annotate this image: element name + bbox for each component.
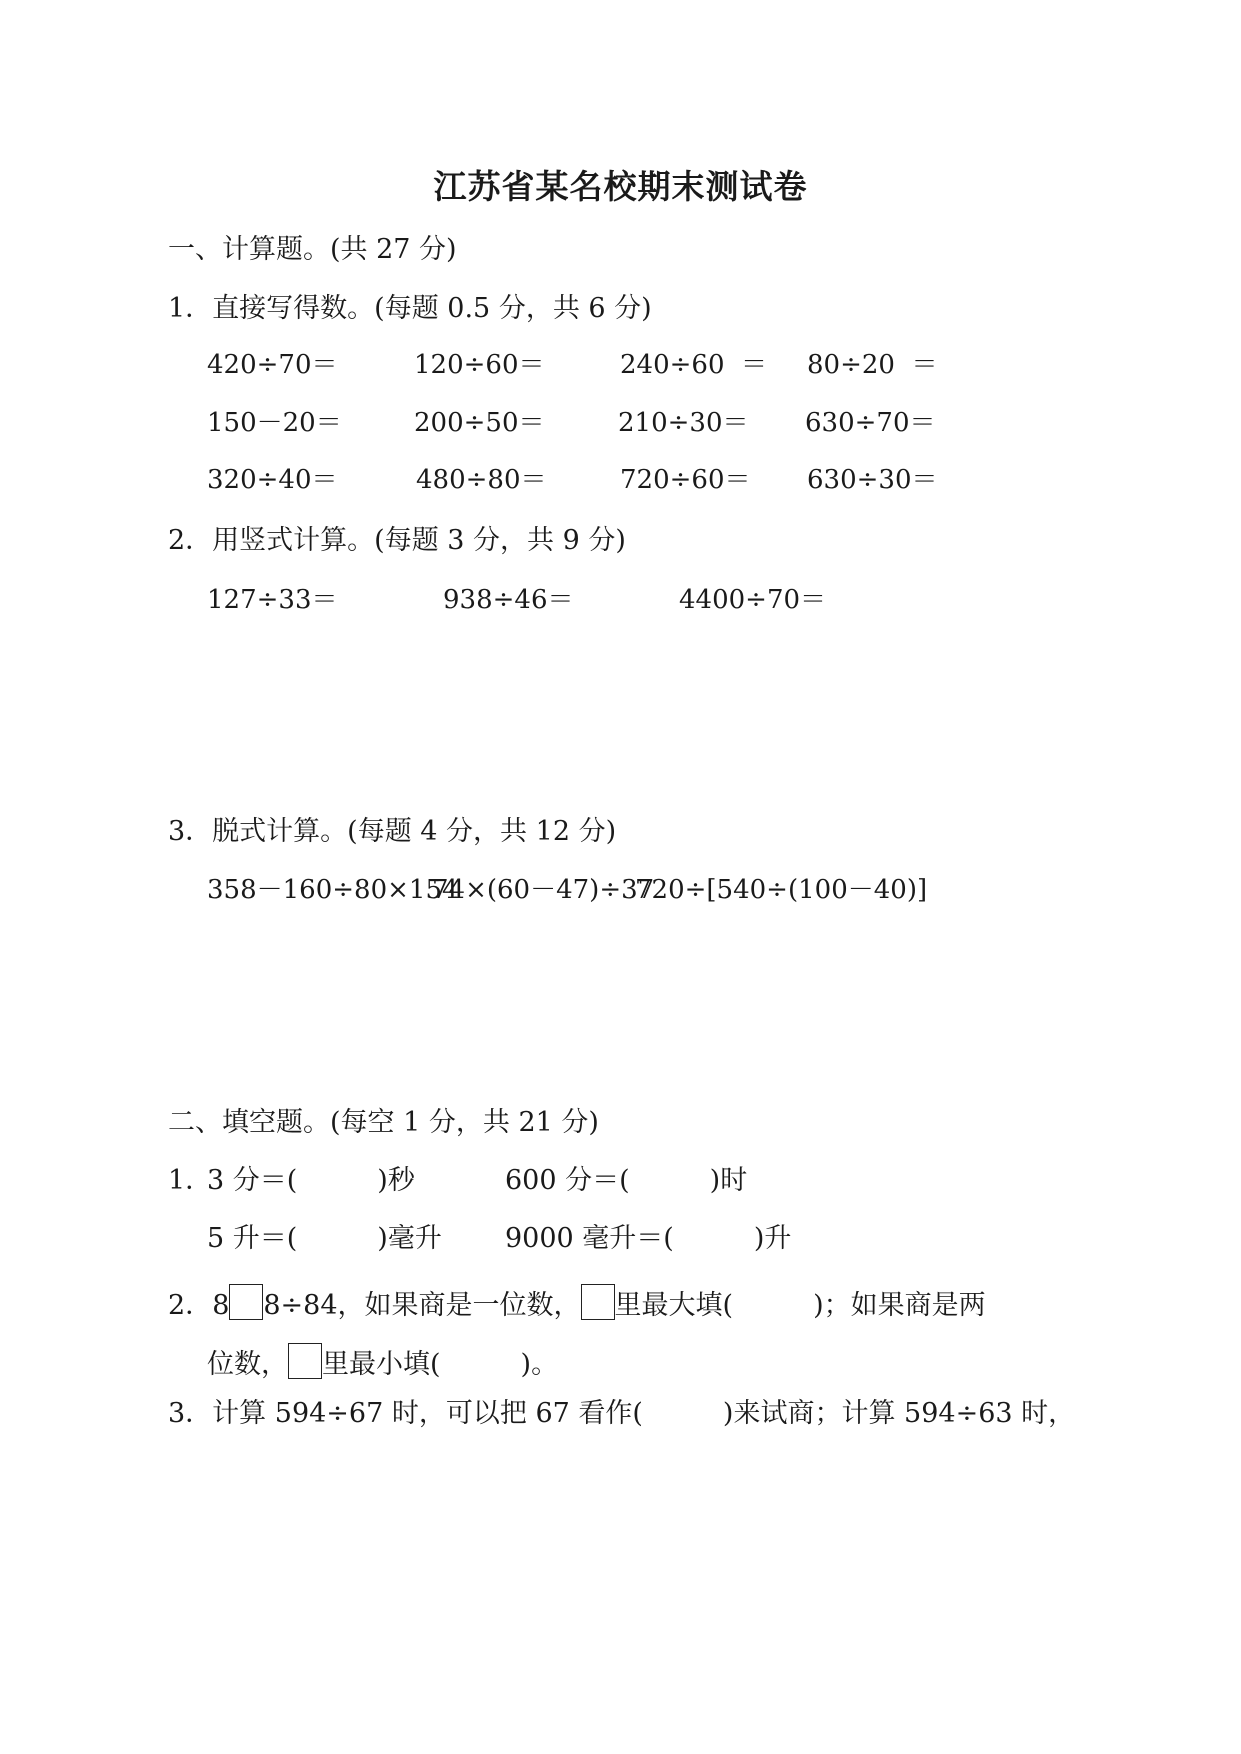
calc-item: 120÷60＝ [414, 350, 545, 380]
vertical-calc-item: 938÷46＝ [443, 585, 574, 615]
fill-item: 5 升＝( )毫升 [207, 1223, 442, 1254]
fill-item: 9000 毫升＝( )升 [505, 1223, 792, 1254]
stepwise-calc-item: 720÷[540÷(100－40)] [635, 875, 928, 905]
stepwise-calc-item: 358－160÷80×154 [207, 875, 459, 905]
q2-heading: 2．用竖式计算。(每题 3 分，共 9 分) [168, 525, 626, 556]
calc-item: 240÷60 ＝ [620, 350, 768, 380]
calc-item: 80÷20 ＝ [807, 350, 938, 380]
q3-heading: 3．脱式计算。(每题 4 分，共 12 分) [168, 816, 617, 847]
section-2-heading: 二、填空题。(每空 1 分，共 21 分) [168, 1107, 599, 1138]
fill-q2-line-2: 位数， 里最小填( )。 [207, 1343, 558, 1383]
calc-item: 320÷40＝ [207, 465, 338, 495]
section-1-heading: 一、计算题。(共 27 分) [168, 234, 457, 265]
calc-item: 630÷70＝ [805, 408, 936, 438]
stepwise-calc-item: 74×(60－47)÷37 [432, 875, 655, 905]
calc-item: 720÷60＝ [620, 465, 751, 495]
fill-q3-line-1: 3．计算 594÷67 时，可以把 67 看作( )来试商；计算 594÷63 时， [168, 1398, 1076, 1429]
vertical-calc-item: 4400÷70＝ [679, 585, 827, 615]
digit-box [288, 1343, 322, 1379]
digit-box [229, 1284, 263, 1320]
page-title: 江苏省某名校期末测试卷 [433, 167, 808, 206]
calc-item: 480÷80＝ [416, 465, 547, 495]
fill-q1-label: 1． [168, 1165, 213, 1196]
fill-q2-line-1: 2．8 8÷84，如果商是一位数， 里最大填( )；如果商是两 [168, 1284, 986, 1324]
digit-box [581, 1284, 615, 1320]
fill-q2-label: 2． [168, 1290, 213, 1321]
q1-heading: 1．直接写得数。(每题 0.5 分，共 6 分) [168, 293, 652, 324]
calc-item: 200÷50＝ [414, 408, 545, 438]
fill-item: 3 分＝( )秒 [207, 1165, 415, 1196]
calc-item: 630÷30＝ [807, 465, 938, 495]
fill-item: 600 分＝( )时 [505, 1165, 748, 1196]
vertical-calc-item: 127÷33＝ [207, 585, 338, 615]
calc-item: 420÷70＝ [207, 350, 338, 380]
calc-item: 210÷30＝ [618, 408, 749, 438]
calc-item: 150－20＝ [207, 408, 342, 438]
